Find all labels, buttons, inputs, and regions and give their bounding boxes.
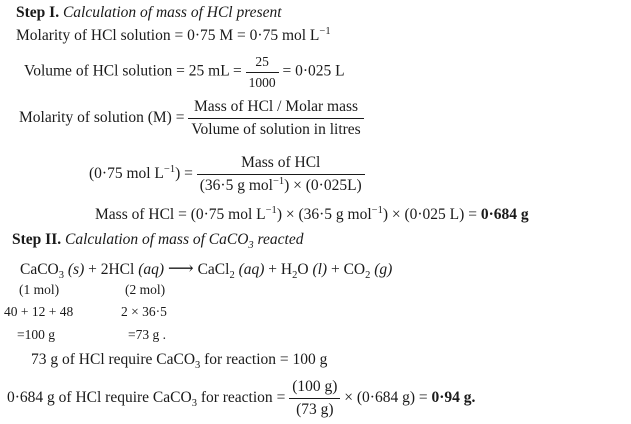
fraction-denominator: 1000: [246, 72, 279, 91]
equals-sign: =: [176, 62, 185, 80]
mass-line: [95, 204, 529, 223]
formula-line: [19, 98, 364, 139]
equals-sign: =: [174, 27, 184, 44]
equals-sign: =: [468, 206, 477, 223]
mass-lhs: Mass of HCl: [95, 206, 175, 223]
product-water: $H_2O$ (l): [280, 261, 328, 282]
step1-heading: [16, 5, 282, 21]
formula-fraction: [188, 98, 363, 139]
molarity-value-mol: 0·75 mol $L^{-1}$: [249, 25, 331, 44]
fraction-denominator: Volume of solution in litres: [188, 118, 363, 139]
equals-sign: =: [276, 388, 286, 406]
step2-label: Step II.: [12, 231, 62, 248]
fraction-numerator: (100 g): [292, 378, 338, 395]
step1-label: Step I.: [16, 4, 60, 21]
hcl-molar-product: 2 × 36·5: [121, 304, 167, 319]
equals-sign: =: [178, 206, 187, 223]
hcl-moles: (2 mol): [125, 282, 166, 297]
product-co2: $CO_2$ (g): [343, 261, 393, 282]
equals-sign: =: [279, 351, 289, 368]
molarity-value-m: 0·75 M: [187, 27, 234, 44]
equals-sign: =: [237, 27, 246, 44]
volume-ml: 25 mL: [188, 62, 230, 80]
product-cacl2: CaCl$_2$ (aq): [197, 261, 265, 282]
ratio-value: 100 g: [292, 351, 328, 368]
substitution-lhs: (0·75 mol $L^{-1}$): [89, 163, 181, 182]
equals-sign: =: [184, 164, 193, 182]
mass-expression: (0·75 mol $L^{-1}) \times (36\cdot 5$ g mol$^{-1}$) × (0·025 L): [190, 204, 465, 223]
final-multiplier: × (0·684 g): [344, 388, 415, 406]
equals-sign: =: [418, 388, 428, 406]
caco3-molar-sum: 40 + 12 + 48: [4, 304, 74, 319]
plus-sign: +: [88, 261, 97, 278]
final-text: 0·684 g of HCl require CaCO$_3$ for reaction: [7, 388, 273, 409]
equals-sign: =: [232, 62, 242, 80]
reaction-arrow: ⟶: [167, 258, 194, 278]
step1-title: Calculation of mass of HCl present: [62, 4, 282, 21]
molarity-lhs: Molarity of HCl solution: [16, 27, 171, 44]
reactant-caco3: CaCO$_3$ (s): [20, 261, 85, 282]
reaction-equation: [20, 258, 393, 282]
final-result: 0·94 g.: [431, 388, 476, 406]
fraction-numerator: 25: [255, 54, 269, 69]
hcl-mass: =73 g .: [128, 327, 166, 342]
formula-lhs: Molarity of solution (M): [19, 108, 172, 126]
mass-result: 0·684 g: [480, 206, 529, 223]
volume-lhs: Volume of HCl solution: [24, 62, 173, 80]
step2-heading: [12, 231, 304, 252]
ratio-line: [31, 351, 328, 372]
caco3-moles: (1 mol): [19, 282, 60, 297]
volume-fraction: [246, 54, 279, 90]
equals-sign: =: [282, 62, 292, 80]
ratio-text: 73 g of HCl require CaCO$_3$ for reaction: [31, 351, 277, 372]
equals-sign: =: [175, 108, 185, 126]
volume-line: [24, 54, 345, 90]
caco3-mass: =100 g: [17, 327, 55, 342]
fraction-numerator: Mass of HCl: [241, 154, 321, 171]
fraction-denominator: (36·5 g mol$^{-1}$) × (0·025L): [197, 174, 365, 195]
molarity-line: [16, 25, 331, 44]
fraction-denominator: (73 g): [289, 398, 340, 419]
reactant-hcl: 2HCl (aq): [100, 261, 165, 278]
volume-litres: 0·025 L: [295, 62, 345, 80]
substitution-fraction: [197, 154, 365, 195]
fraction-numerator: Mass of HCl / Molar mass: [194, 98, 359, 115]
plus-sign: +: [268, 261, 278, 278]
plus-sign: +: [330, 261, 340, 278]
final-line: [7, 378, 475, 419]
step2-title: Calculation of mass of CaCO$_3$ reacted: [64, 231, 304, 252]
final-fraction: [289, 378, 340, 419]
substitution-line: [89, 154, 365, 195]
